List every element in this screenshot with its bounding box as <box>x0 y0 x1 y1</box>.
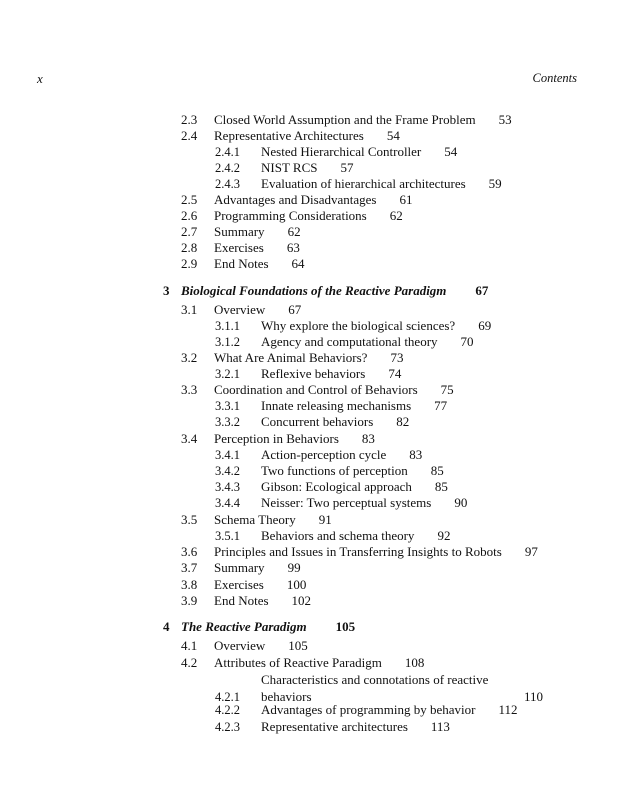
toc-page-number: 57 <box>340 160 354 175</box>
toc-number: 3.7 <box>181 560 198 575</box>
toc-number: 4.2.3 <box>215 720 240 734</box>
toc-title: Representative Architectures <box>214 128 364 143</box>
toc-number: 3.3.2 <box>215 415 240 429</box>
toc-title: Reflexive behaviors <box>261 366 366 381</box>
toc-title: Innate releasing mechanisms <box>261 398 412 413</box>
toc-section <box>181 512 332 528</box>
toc-title: NIST RCS <box>261 160 318 175</box>
toc-title: Action-perception cycle <box>261 447 387 462</box>
toc-number: 2.6 <box>181 208 198 223</box>
toc-page-number: 85 <box>430 463 444 478</box>
toc-page-number: 62 <box>287 224 301 239</box>
toc-subsection <box>215 318 491 334</box>
toc-title: Summary <box>214 560 265 575</box>
toc-page-number: 54 <box>444 144 458 159</box>
toc-title: Why explore the biological sciences? <box>261 318 456 333</box>
toc-page-number: 97 <box>524 544 538 559</box>
toc-subsection <box>215 366 401 382</box>
toc-title: Coordination and Control of Behaviors <box>214 382 418 397</box>
toc-title: Principles and Issues in Transferring Insights to Robots <box>214 544 502 559</box>
toc-number: 2.8 <box>181 240 198 255</box>
toc-page-number: 105 <box>288 638 308 653</box>
toc-number: 4.2.1 <box>215 690 240 704</box>
toc-number: 3.8 <box>181 577 198 592</box>
toc-page-number: 54 <box>386 128 400 143</box>
toc-number: 4 <box>163 619 170 634</box>
toc-section <box>181 256 305 272</box>
toc-number: 4.2.2 <box>215 703 240 717</box>
toc-section <box>181 577 306 593</box>
toc-page-number: 102 <box>291 593 312 608</box>
toc-title: What Are Animal Behaviors? <box>214 350 368 365</box>
toc-number: 3.4.2 <box>215 464 240 478</box>
toc-section <box>181 638 308 654</box>
toc-page-number: 108 <box>404 655 425 670</box>
toc-title: Evaluation of hierarchical architectures <box>261 176 466 191</box>
toc-number: 3.1 <box>181 302 198 317</box>
toc-section <box>181 112 512 128</box>
toc-title: Summary <box>214 224 265 239</box>
toc-number: 2.3 <box>181 112 198 127</box>
toc-page-number: 61 <box>399 192 413 207</box>
toc-section <box>181 240 300 256</box>
toc-number: 3.6 <box>181 544 198 559</box>
toc-page-number: 77 <box>434 398 448 413</box>
toc-page-number: 70 <box>460 334 474 349</box>
toc-number: 3.2.1 <box>215 367 240 381</box>
toc-number: 3.4.1 <box>215 448 240 462</box>
toc-page-number: 73 <box>390 350 404 365</box>
toc-page-number: 83 <box>361 431 375 446</box>
toc-page-number: 83 <box>409 447 423 462</box>
toc-subsection <box>215 463 444 479</box>
toc-page-number: 100 <box>286 577 307 592</box>
toc-section <box>181 593 311 609</box>
toc-section <box>181 128 400 144</box>
toc-section <box>181 431 375 447</box>
toc-number: 3.1.1 <box>215 319 240 333</box>
toc-title: Behaviors and schema theory <box>261 528 415 543</box>
toc-subsection <box>215 176 502 192</box>
toc-page-number: 85 <box>434 479 448 494</box>
toc-title: Exercises <box>214 240 264 255</box>
toc-number: 3.4.3 <box>215 480 240 494</box>
toc-page-number: 64 <box>291 256 305 271</box>
toc-page-number: 67 <box>288 302 302 317</box>
page-number: x <box>37 71 43 86</box>
toc-page-number: 91 <box>318 512 332 527</box>
toc-number: 2.4.1 <box>215 145 240 159</box>
toc-title: Concurrent behaviors <box>261 414 374 429</box>
toc-number: 3.2 <box>181 350 198 365</box>
toc-title: End Notes <box>214 256 269 271</box>
toc-page-number: 53 <box>498 112 512 127</box>
toc-page-number: 105 <box>335 619 356 634</box>
toc-page-number: 69 <box>478 318 492 333</box>
toc-page-number: 113 <box>430 719 450 734</box>
toc-section <box>181 192 412 208</box>
toc-page-number: 67 <box>475 283 489 298</box>
toc-section <box>181 350 403 366</box>
toc-subsection <box>215 479 448 495</box>
toc-section <box>181 382 454 398</box>
toc-number: 2.5 <box>181 192 198 207</box>
toc-title: Attributes of Reactive Paradigm <box>214 655 382 670</box>
toc-number: 3.4 <box>181 431 198 446</box>
toc-subsection <box>215 495 467 511</box>
toc-number: 2.4.2 <box>215 161 240 175</box>
toc-subsection <box>215 702 517 718</box>
toc-subsection <box>215 719 450 735</box>
toc-page-number: 90 <box>454 495 468 510</box>
toc-title: Nested Hierarchical Controller <box>261 144 422 159</box>
toc-subsection <box>215 671 543 705</box>
toc-page-number: 92 <box>437 528 451 543</box>
toc-number: 3.1.2 <box>215 335 240 349</box>
toc-title: Representative architectures <box>261 719 408 734</box>
toc-number: 3.3 <box>181 382 198 397</box>
toc-title: Biological Foundations of the Reactive Paradigm <box>181 283 447 298</box>
toc-title: End Notes <box>214 593 269 608</box>
toc-number: 4.2 <box>181 655 198 670</box>
toc-page-number: 74 <box>388 366 402 381</box>
toc-title: Perception in Behaviors <box>214 431 339 446</box>
running-head: Contents <box>532 71 577 85</box>
toc-title: Overview <box>214 302 266 317</box>
toc-title: Schema Theory <box>214 512 296 527</box>
toc-title: Programming Considerations <box>214 208 367 223</box>
toc-subsection <box>215 528 450 544</box>
toc-section <box>181 224 301 240</box>
toc-title: Neisser: Two perceptual systems <box>261 495 432 510</box>
toc-number: 3.5.1 <box>215 529 240 543</box>
toc-page-number: 110 <box>524 689 544 704</box>
toc-page-number: 112 <box>498 702 518 717</box>
toc-title: Exercises <box>214 577 264 592</box>
toc-number: 2.7 <box>181 224 198 239</box>
toc-title: Two functions of perception <box>261 463 408 478</box>
toc-chapter <box>163 619 355 635</box>
toc-subsection <box>215 447 422 463</box>
toc-number: 2.4.3 <box>215 177 240 191</box>
toc-section <box>181 655 424 671</box>
toc-page-number: 59 <box>488 176 502 191</box>
toc-number: 3 <box>163 283 170 298</box>
toc-title: Advantages and Disadvantages <box>214 192 377 207</box>
toc-chapter <box>163 283 488 299</box>
toc-page-number: 63 <box>286 240 300 255</box>
toc-title: Gibson: Ecological approach <box>261 479 412 494</box>
toc-number: 4.1 <box>181 638 198 653</box>
toc-section <box>181 208 403 224</box>
toc-page-number: 75 <box>440 382 454 397</box>
toc-number: 3.9 <box>181 593 198 608</box>
toc-title: The Reactive Paradigm <box>181 619 307 634</box>
toc-page-number: 99 <box>287 560 301 575</box>
toc-section <box>181 560 301 576</box>
toc-title: Overview <box>214 638 266 653</box>
toc-section <box>181 544 538 560</box>
toc-title: Characteristics and connotations of reactive behaviors <box>261 672 489 704</box>
toc-number: 3.3.1 <box>215 399 240 413</box>
toc-subsection <box>215 398 447 414</box>
toc-title: Advantages of programming by behavior <box>261 702 476 717</box>
toc-number: 2.4 <box>181 128 198 143</box>
toc-page-number: 62 <box>389 208 403 223</box>
toc-title: Agency and computational theory <box>261 334 438 349</box>
toc-subsection <box>215 334 474 350</box>
toc-title: Closed World Assumption and the Frame Problem <box>214 112 476 127</box>
toc-number: 3.4.4 <box>215 496 240 510</box>
toc-subsection <box>215 414 409 430</box>
toc-subsection <box>215 160 353 176</box>
toc-subsection <box>215 144 457 160</box>
toc-section <box>181 302 301 318</box>
toc-number: 3.5 <box>181 512 198 527</box>
toc-page-number: 82 <box>396 414 410 429</box>
toc-number: 2.9 <box>181 256 198 271</box>
